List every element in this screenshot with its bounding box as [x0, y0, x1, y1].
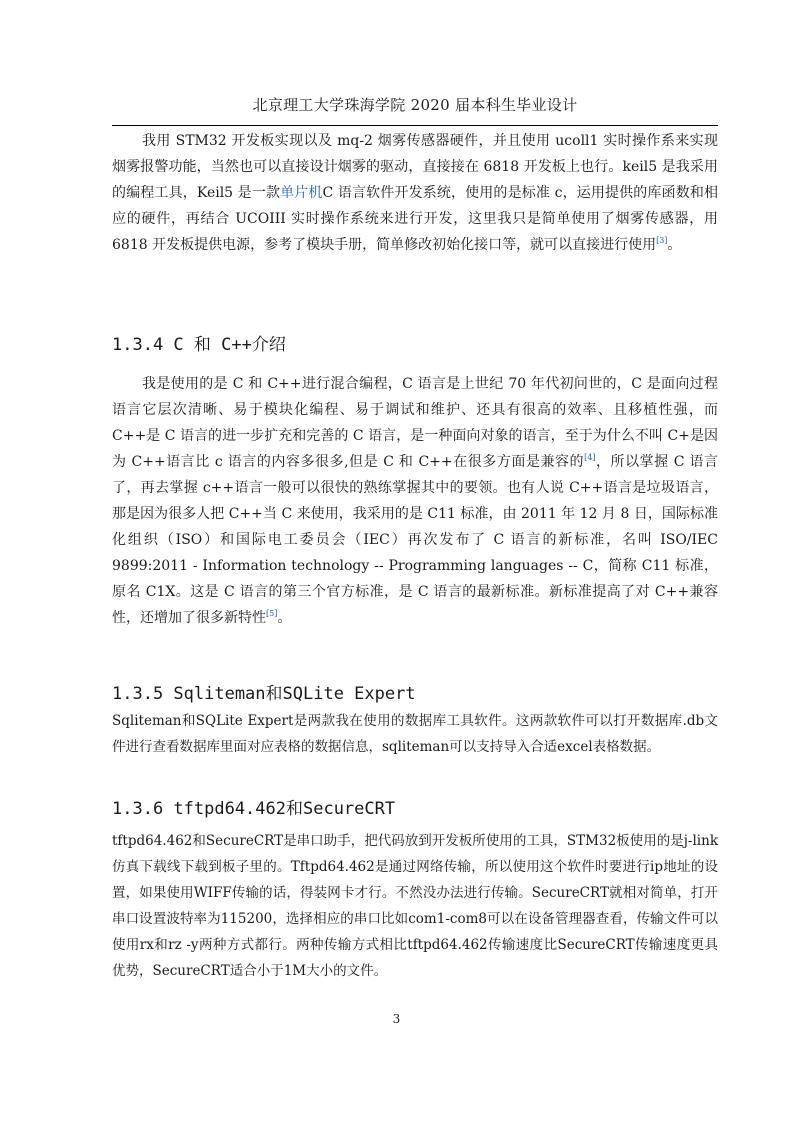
- paragraph-stm32-text: [112, 128, 718, 258]
- para2-end: 。: [277, 610, 292, 626]
- section-heading-1-3-6: 1.3.6 tftpd64.462和SecureCRT: [112, 799, 396, 819]
- paragraph-tftpd-text: tftpd64.462和SecureCRT是串口助手，把代码放到开发板所使用的工具，STM32板使用的是j-link仿真下载线下载到板子里的。Tftpd64.462是通过网络传输，所以使用这个软件时要进行ip地址的设置，如果使用WIFF传输的话，得装网卡才行。不然没办法进行传输。SecureCRT就相对简单，打开串口设置波特率为115200，选择相应的串口比如com1-com8可以在设备管理器查看，传输文件可以使用rx和rz -y两种方式都行。两种传输方式相比tftpd64.462传输速度比SecureCRT传输速度更具优势，SecureCRT适合小于1M大小的文件。: [112, 833, 718, 979]
- citation-5[interactable]: [5]: [266, 609, 278, 618]
- citation-3[interactable]: [3]: [656, 236, 668, 245]
- paragraph-tftpd: [112, 828, 718, 984]
- paragraph-sqliteman-text: Sqliteman和SQLite Expert是两款我在使用的数据库工具软件。这两款软件可以打开数据库.db文件进行查看数据库里面对应表格的数据信息，sqliteman可以支持导入合适excel表格数据。: [112, 713, 718, 755]
- paragraph-stm32: [112, 128, 718, 258]
- para1-text-after: C 语言软件开发系统，使用的是标准 c，运用提供的库函数和相应的硬件，再结合 UCOIII 实时操作系统来进行开发，这里我只是简单使用了烟雾传感器，用 6818 开发板提供电源，参考了模块手册，简单修改初始化接口等，就可以直接进行使用: [112, 185, 719, 253]
- link-danpianji[interactable]: 单片机: [280, 185, 323, 201]
- para1-text-before: 我用 STM32 开发板实现以及 mq-2 烟雾传感器硬件，并且使用 ucoll1 实时操作系来实现烟雾报警功能，当然也可以直接设计烟雾的驱动，直接接在 6818 开发板上也行。keil5 是我采用的编程工具，Keil5 是一款: [112, 133, 718, 201]
- paragraph-c-cpp-text: [112, 371, 718, 631]
- header-rule: [112, 125, 718, 126]
- paragraph-c-cpp: [112, 371, 718, 631]
- citation-4[interactable]: [4]: [584, 453, 596, 462]
- section-heading-1-3-4: 1.3.4 C 和 C++介绍: [112, 335, 286, 355]
- para2-text-part2: ，所以掌握 C 语言了，再去掌握 c++语言一般可以很快的熟练掌握其中的要领。也有人说 C++语言是垃圾语言，那是因为很多人把 C++当 C 来使用，我采用的是 C11 标准，由 2011 年 12 月 8 日，国际标准化组织（ISO）和国际电工委员会（IEC）再次发布了 C 语言的新标准，名叫 ISO/IEC 9899:2011 - Information technology -- Programming languages -- C，简称 C11 标准，原名 C1X。这是 C 语言的第三个官方标准，是 C 语言的最新标准。新标准提高了对 C++兼容性，还增加了很多新特性: [112, 454, 718, 626]
- paragraph-sqliteman: [112, 708, 718, 760]
- page-header: 北京理工大学珠海学院 2020 届本科生毕业设计: [252, 96, 578, 114]
- section-heading-1-3-5: 1.3.5 Sqliteman和SQLite Expert: [112, 684, 416, 704]
- para1-end: 。: [667, 237, 682, 253]
- para2-text-part1: 我是使用的是 C 和 C++进行混合编程，C 语言是上世纪 70 年代初问世的，C 是面向过程语言它层次清晰、易于模块化编程、易于调试和维护、还具有很高的效率、且移植性强，而 C++是 C 语言的进一步扩充和完善的 C 语言，是一种面向对象的语言，至于为什么不叫 C+是因为 C++语言比 c 语言的内容多很多,但是 C 和 C++在很多方面是兼容的: [112, 376, 718, 470]
- page-number: 3: [392, 1012, 401, 1026]
